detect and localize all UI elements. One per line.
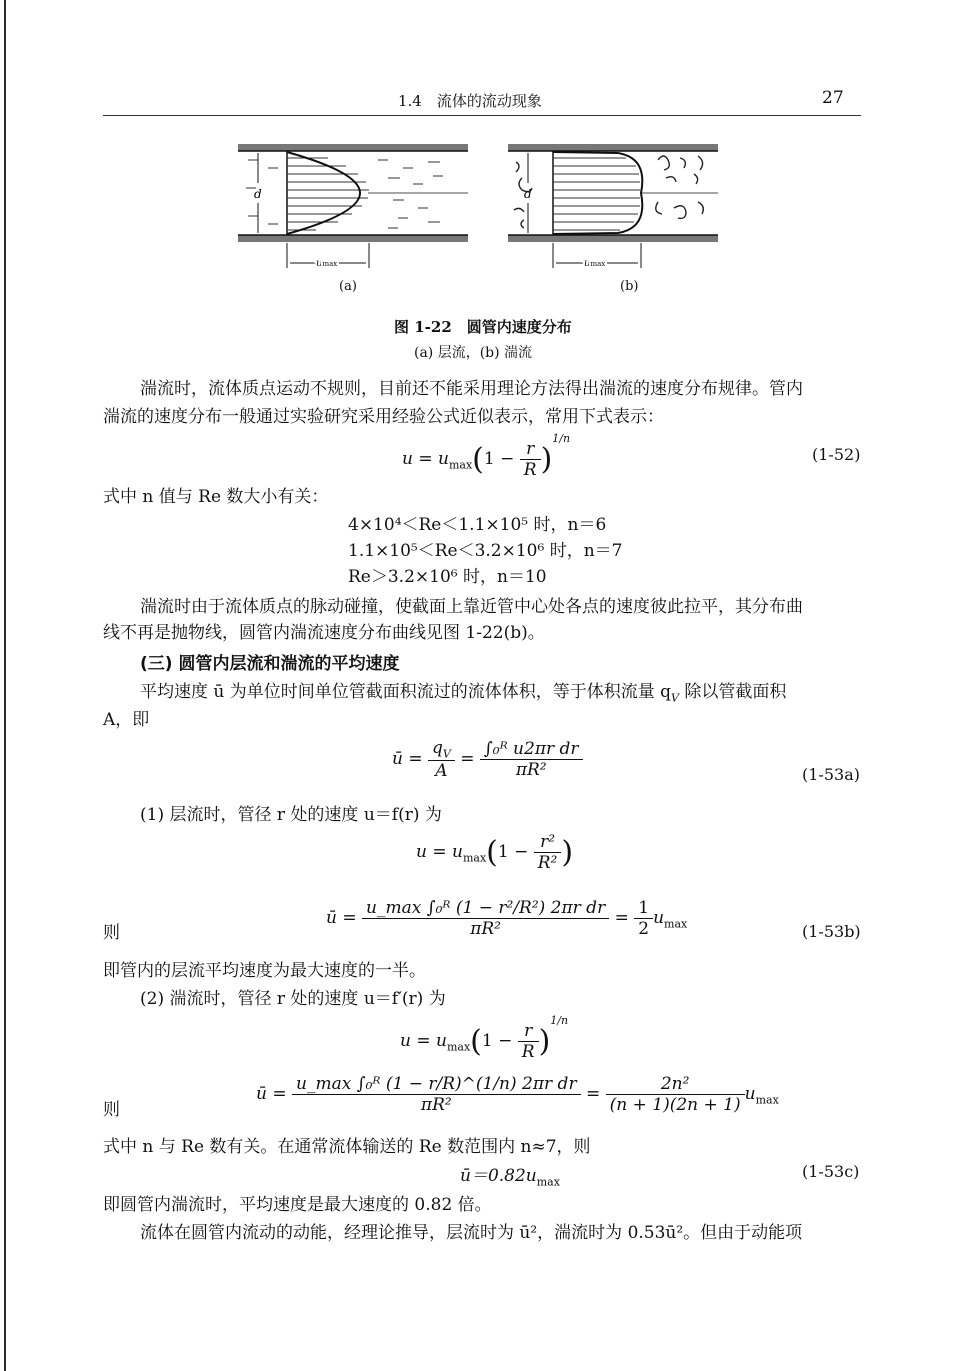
para7: 即圆管内湍流时，平均速度是最大速度的 0.82 倍。 xyxy=(103,1195,492,1215)
equation-number-1-53a: (1-53a) xyxy=(802,765,860,784)
figure-turbulent-profile xyxy=(498,138,728,273)
equation-1-53a: ū = $\frac{q_V}{A}$ = $\frac{\text{∫₀ᴿ u2πr dr}}{\text{πR²}}$ xyxy=(392,738,583,781)
equation-turbulent-velocity: $u = u_{max}(1$ − $\frac{r}{R}$ )$^{1/n}$ xyxy=(400,1014,569,1062)
ze-label-2: 则 xyxy=(103,1100,120,1120)
panel-b-label: (b) xyxy=(620,279,639,294)
equation-laminar-velocity: $u = u_{max}(1$ − $\frac{\text{r²}}{\text{R²}}$ ) xyxy=(416,832,574,873)
condition-2: 1.1×10⁵＜Re＜3.2×10⁶ 时，n＝7 xyxy=(348,541,623,561)
header-rule xyxy=(103,115,861,116)
section-heading: (三) 圆管内层流和湍流的平均速度 xyxy=(140,654,400,674)
equation-number-1-53b: (1-53b) xyxy=(802,922,861,941)
equation-1-53b: ū = $\frac{\text{u\_max ∫₀ᴿ (1 − r²/R²) 2πr dr}}{\text{πR²}}$ = $\frac{1}{2}$ $u_{max}$ xyxy=(326,898,688,939)
para4-line1: 平均速度 ū 为单位时间单位管截面积流过的流体体积，等于体积流量 $q_V$ 除以管截面积 xyxy=(140,682,787,705)
panel-a-label: (a) xyxy=(339,279,357,294)
para6: 式中 n 与 Re 数有关。在通常流体输送的 Re 数范围内 n≈7，则 xyxy=(103,1137,591,1157)
ze-label-1: 则 xyxy=(103,923,120,943)
equation-1-52: $u = u_{max}(1$ − $\frac{r}{R}$ )$^{1/n}$ xyxy=(402,432,571,480)
turbulent-d-label: d xyxy=(524,187,532,201)
para3-line1: 湍流时由于流体质点的脉动碰撞，使截面上靠近管中心处各点的速度彼此拉平，其分布曲 xyxy=(140,597,803,617)
para2: 式中 n 值与 Re 数大小有关： xyxy=(103,487,329,507)
running-header: 1.4 流体的流动现象 xyxy=(398,92,542,110)
item1: (1) 层流时，管径 r 处的速度 u＝f(r) 为 xyxy=(140,805,442,825)
equation-turbulent-mean: ū = $\frac{\text{u\_max ∫₀ᴿ (1 − r/R)\textasciicircum{}(1/n) 2πr dr}}{\text{πR²}}$ = $\frac{\text{2n²}}{(n + 1)(2n + 1)}$ $u_{max}$ xyxy=(256,1074,779,1115)
equation-number-1-52: (1-52) xyxy=(812,445,861,464)
figure-caption: 图 1-22 圆管内速度分布 xyxy=(394,318,572,336)
turbulent-umax-label: umax xyxy=(584,258,606,269)
equation-1-53c: $ū=0.82u_{max}$ xyxy=(460,1166,560,1189)
para5: 即管内的层流平均速度为最大速度的一半。 xyxy=(103,961,426,981)
item2: (2) 湍流时，管径 r 处的速度 u＝f′(r) 为 xyxy=(140,989,446,1009)
condition-3: Re＞3.2×10⁶ 时，n＝10 xyxy=(348,567,547,587)
laminar-d-label: d xyxy=(254,187,262,201)
para3-line2: 线不再是抛物线，圆管内湍流速度分布曲线见图 1-22(b)。 xyxy=(103,623,545,643)
figure-laminar-profile xyxy=(228,138,473,273)
para1-line1: 湍流时，流体质点运动不规则，目前还不能采用理论方法得出湍流的速度分布规律。管内 xyxy=(140,379,803,399)
figure-subcaption: (a) 层流，(b) 湍流 xyxy=(414,345,533,361)
para1-line2: 湍流的速度分布一般通过实验研究采用经验公式近似表示，常用下式表示： xyxy=(103,407,664,427)
condition-1: 4×10⁴＜Re＜1.1×10⁵ 时，n＝6 xyxy=(348,515,607,535)
scan-edge-line xyxy=(4,0,6,1371)
para8: 流体在圆管内流动的动能，经理论推导，层流时为 ū²，湍流时为 0.53ū²。但由于动能项 xyxy=(140,1223,803,1243)
laminar-umax-label: umax xyxy=(316,258,338,269)
para4-line2: A，即 xyxy=(103,710,150,730)
equation-number-1-53c: (1-53c) xyxy=(802,1162,860,1181)
page-number: 27 xyxy=(822,88,844,108)
